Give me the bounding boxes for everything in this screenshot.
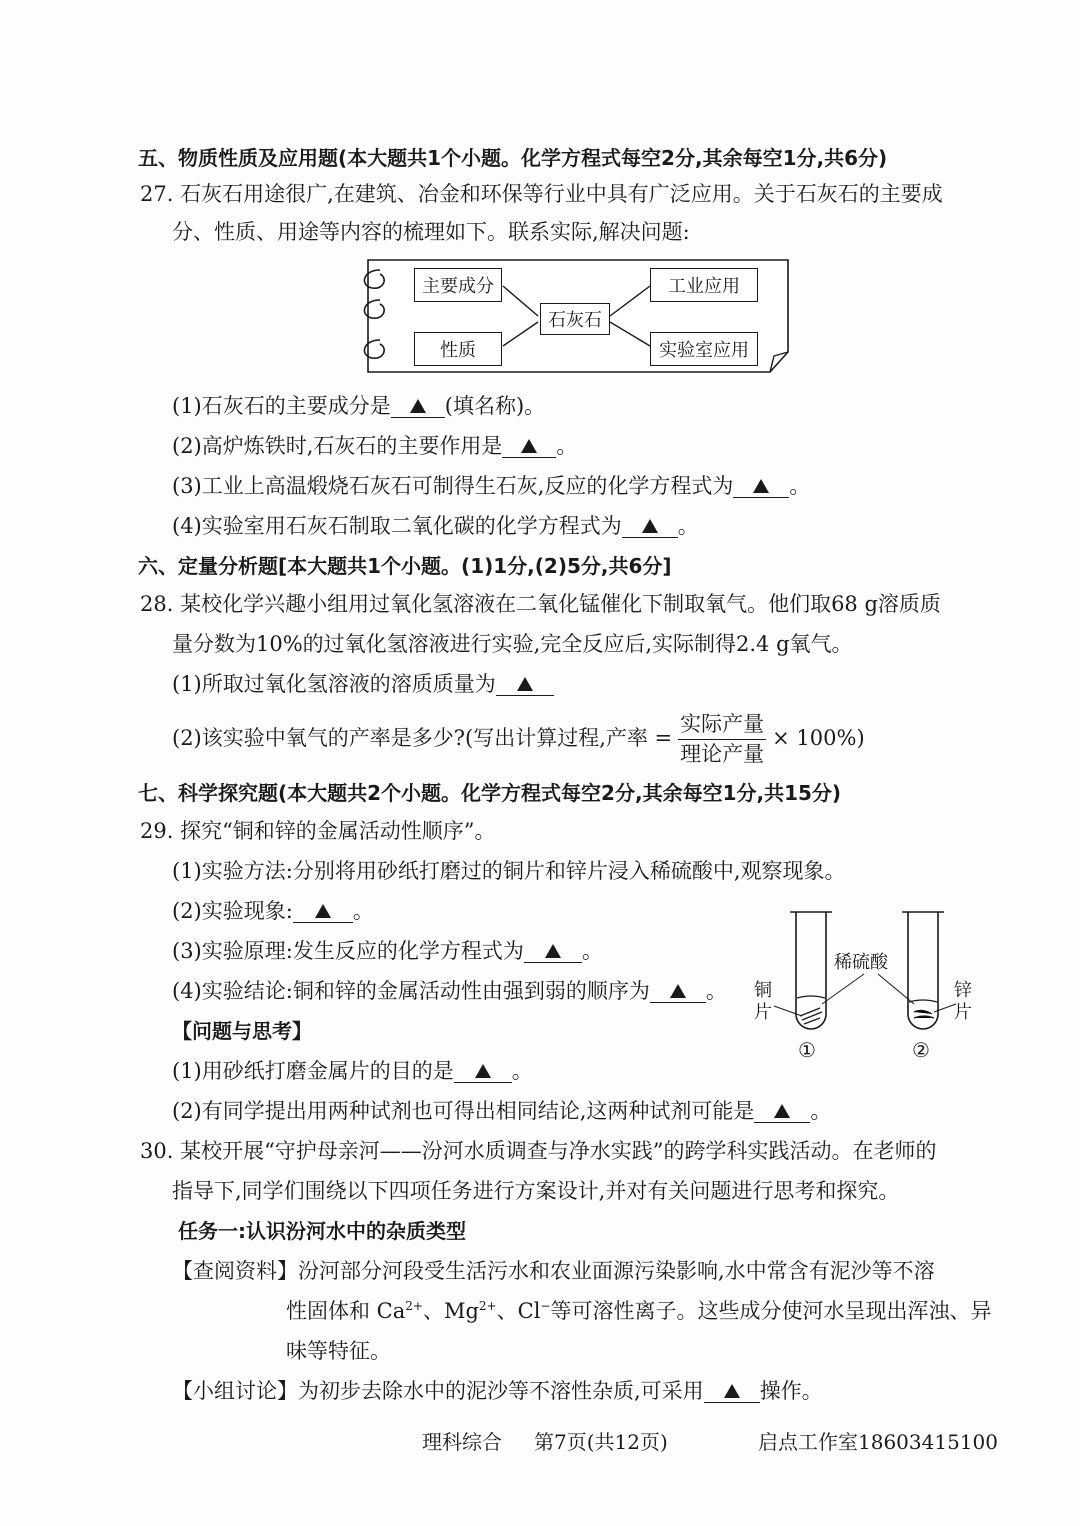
- footer-subject: 理科综合: [422, 1430, 502, 1454]
- q27-part4-text: (4)实验室用石灰石制取二氧化碳的化学方程式为: [172, 514, 622, 538]
- triangle-icon: [315, 904, 331, 918]
- triangle-icon: [670, 984, 686, 998]
- triangle-icon: [753, 479, 769, 493]
- ca-charge: 2+: [405, 1299, 423, 1313]
- answer-blank[interactable]: [754, 1101, 810, 1123]
- q27-part1-suffix: (填名称)。: [444, 394, 546, 418]
- discussion-text: 为初步去除水中的泥沙等不溶性杂质,可采用: [298, 1379, 704, 1403]
- answer-blank[interactable]: [650, 981, 706, 1003]
- q29-part4-suffix: 。: [705, 979, 727, 1003]
- answer-blank[interactable]: [391, 396, 445, 418]
- tube-1-label: ①: [798, 1038, 816, 1062]
- q29-think-part2: [172, 1101, 831, 1123]
- q28-part1-text: (1)所取过氧化氢溶液的溶质质量为: [172, 672, 496, 696]
- discussion-label: 【小组讨论】: [172, 1379, 298, 1403]
- q29-stem: 29. 探究“铜和锌的金属活动性顺序”。: [140, 819, 496, 843]
- q29-part3-text: (3)实验原理:发生反应的化学方程式为: [172, 939, 524, 963]
- q29-part4: [172, 981, 727, 1003]
- answer-blank[interactable]: [524, 941, 582, 963]
- q30-reference-line3: 味等特征。: [286, 1339, 391, 1363]
- diagram-box-industrial-use: 工业应用: [650, 268, 758, 302]
- q28-part2: [172, 712, 865, 767]
- q29-part1: (1)实验方法:分别将用砂纸打磨过的铜片和锌片浸入稀硫酸中,观察现象。: [172, 859, 846, 883]
- footer-studio: 启点工作室18603415100: [758, 1430, 998, 1454]
- acid-label: 稀硫酸: [834, 952, 888, 973]
- q27-part2-text: (2)高炉炼铁时,石灰石的主要作用是: [172, 434, 503, 458]
- q29-think2-suffix: 。: [810, 1099, 832, 1123]
- triangle-icon: [642, 519, 658, 533]
- q29-part3-suffix: 。: [581, 939, 603, 963]
- reference-text-2d: 等可溶性离子。这些成分使河水呈现出浑浊、异: [550, 1299, 992, 1323]
- q30-task1-heading: 任务一:认识汾河水中的杂质类型: [178, 1219, 466, 1243]
- section-5-heading: 五、物质性质及应用题(本大题共1个小题。化学方程式每空2分,其余每空1分,共6分): [138, 146, 888, 170]
- section-6-heading: 六、定量分析题[本大题共1个小题。(1)1分,(2)5分,共6分]: [138, 554, 672, 578]
- q27-part2-suffix: 。: [556, 434, 578, 458]
- triangle-icon: [517, 677, 533, 691]
- q27-part4-suffix: 。: [677, 514, 699, 538]
- metal-strips: [800, 1008, 934, 1024]
- q28-stem-line2: 量分数为10%的过氧化氢溶液进行实验,完全反应后,实际制得2.4 g氧气。: [172, 632, 853, 656]
- reference-text-1: 汾河部分河段受生活污水和农业面源污染影响,水中常含有泥沙等不溶: [298, 1259, 935, 1283]
- reference-text-2c: 、Cl: [496, 1299, 541, 1323]
- diagram-box-lab-use: 实验室应用: [650, 332, 758, 366]
- fraction-denominator: 理论产量: [680, 742, 765, 767]
- q27-part3-text: (3)工业上高温煅烧石灰石可制得生石灰,反应的化学方程式为: [172, 474, 734, 498]
- triangle-icon: [521, 439, 537, 453]
- answer-blank[interactable]: [733, 476, 789, 498]
- answer-blank[interactable]: [622, 516, 678, 538]
- q28-part1: [172, 674, 554, 696]
- copper-label-2: 片: [754, 1002, 772, 1023]
- diagram-box-limestone: 石灰石: [540, 303, 610, 335]
- q30-stem-line1: 30. 某校开展“守护母亲河——汾河水质调查与净水实践”的跨学科实践活动。在老师的: [140, 1139, 937, 1163]
- reference-text-2b: 、Mg: [422, 1299, 479, 1323]
- triangle-icon: [545, 944, 561, 958]
- answer-blank[interactable]: [293, 901, 353, 923]
- q27-part4: [172, 516, 699, 538]
- q27-part3: [172, 476, 810, 498]
- q29-think1-text: (1)用砂纸打磨金属片的目的是: [172, 1059, 454, 1083]
- answer-blank[interactable]: [704, 1381, 760, 1403]
- q29-think-part1: [172, 1061, 533, 1083]
- yield-fraction: [678, 712, 766, 767]
- discussion-suffix: 操作。: [759, 1379, 823, 1403]
- q28-part2-text: (2)该实验中氧气的产率是多少?(写出计算过程,产率 =: [172, 726, 673, 751]
- q29-part2-suffix: 。: [352, 899, 374, 923]
- triangle-icon: [475, 1064, 491, 1078]
- answer-blank[interactable]: [454, 1061, 512, 1083]
- q30-reference-line1: [172, 1261, 935, 1282]
- q29-part4-text: (4)实验结论:铜和锌的金属活动性由强到弱的顺序为: [172, 979, 650, 1003]
- q29-test-tube-figure: [752, 908, 988, 1064]
- zinc-label-1: 锌: [954, 980, 972, 1001]
- diagram-box-main-component: 主要成分: [414, 268, 502, 302]
- tube-2-label: ②: [912, 1038, 930, 1062]
- q30-reference-line2: [286, 1301, 991, 1322]
- footer-page-number: 第7页(共12页): [534, 1430, 668, 1454]
- q27-stem-line1: 27. 石灰石用途很广,在建筑、冶金和环保等行业中具有广泛应用。关于石灰石的主要成: [140, 182, 943, 206]
- q27-limestone-diagram: [358, 256, 794, 376]
- reference-text-2a: 性固体和 Ca: [286, 1299, 406, 1323]
- q30-discussion: [172, 1381, 823, 1403]
- triangle-icon: [724, 1384, 740, 1398]
- zinc-label-2: 片: [954, 1002, 972, 1023]
- q27-stem-line2: 分、性质、用途等内容的梳理如下。联系实际,解决问题:: [172, 220, 690, 244]
- q29-think-heading: 【问题与思考】: [172, 1019, 312, 1043]
- q29-think1-suffix: 。: [511, 1059, 533, 1083]
- q29-part2: [172, 901, 374, 923]
- mg-charge: 2+: [478, 1299, 497, 1313]
- answer-blank[interactable]: [502, 436, 556, 458]
- fraction-numerator: 实际产量: [678, 712, 766, 740]
- triangle-icon: [774, 1104, 790, 1118]
- q29-part3: [172, 941, 603, 963]
- copper-label-1: 铜: [754, 980, 772, 1001]
- test-tubes-drawing: [752, 908, 988, 1064]
- q27-part3-suffix: 。: [789, 474, 811, 498]
- section-7-heading: 七、科学探究题(本大题共2个小题。化学方程式每空2分,其余每空1分,共15分): [138, 781, 842, 805]
- cl-charge: −: [540, 1299, 551, 1313]
- q29-think2-text: (2)有同学提出用两种试剂也可得出相同结论,这两种试剂可能是: [172, 1099, 755, 1123]
- q28-stem-line1: 28. 某校化学兴趣小组用过氧化氢溶液在二氧化锰催化下制取氧气。他们取68 g溶质质: [140, 592, 941, 616]
- q27-part2: [172, 436, 577, 458]
- reference-label: 【查阅资料】: [172, 1259, 298, 1283]
- q27-part1: [172, 396, 545, 418]
- answer-blank[interactable]: [496, 674, 554, 696]
- triangle-icon: [410, 399, 426, 413]
- diagram-box-properties: 性质: [414, 332, 502, 366]
- q28-part2-suffix: × 100%): [772, 726, 865, 751]
- q27-part1-text: (1)石灰石的主要成分是: [172, 394, 391, 418]
- q29-part2-text: (2)实验现象:: [172, 899, 293, 923]
- q30-stem-line2: 指导下,同学们围绕以下四项任务进行方案设计,并对有关问题进行思考和探究。: [172, 1179, 900, 1203]
